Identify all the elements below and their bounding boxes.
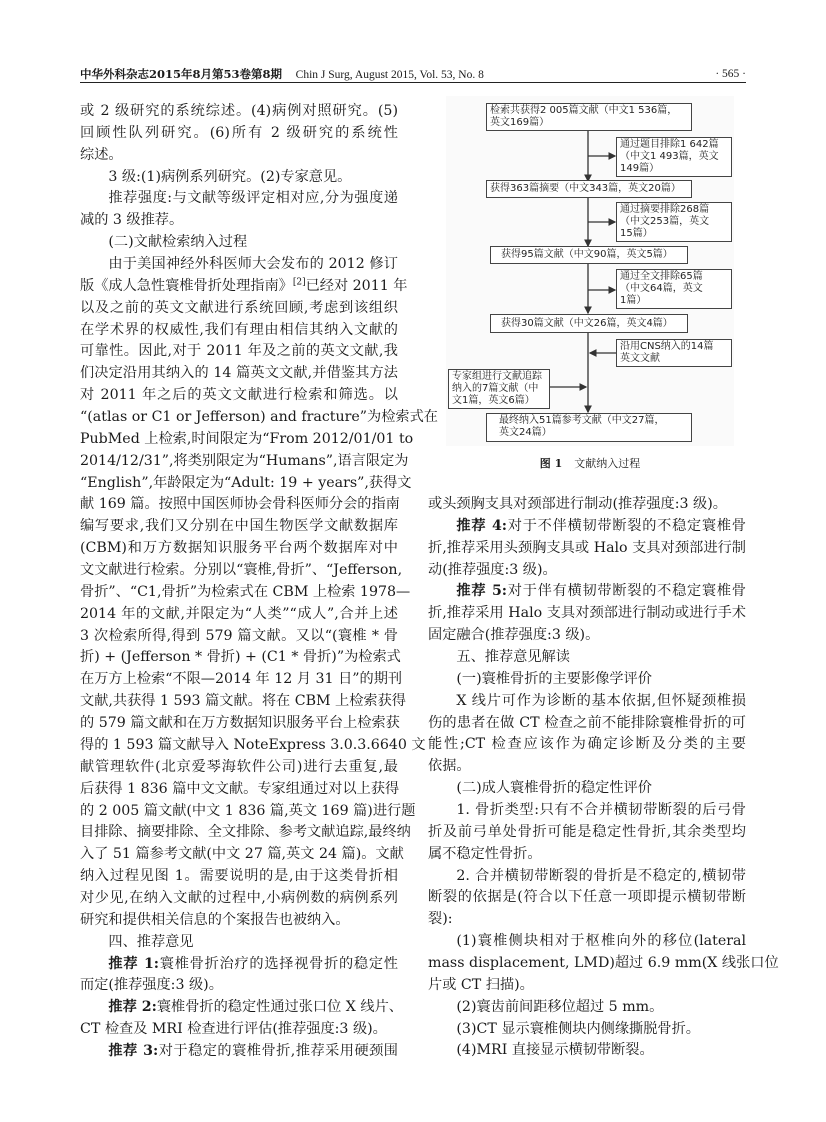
figure-caption [446, 455, 734, 471]
text-line: 片或 CT 扫描)。 [428, 976, 534, 993]
paragraph [428, 494, 746, 516]
figure-label: 图 1 [539, 457, 563, 470]
text-line [80, 1041, 398, 1063]
text-line: 献 169 篇。按照中国医师协会骨科医师分会的指南 [80, 496, 400, 513]
text-line: 或 2 级研究的系统综述。(4)病例对照研究。(5) [80, 103, 398, 119]
flow-box-abstracts: 获得363篇摘要（中文343篇，英文20篇） [486, 180, 692, 198]
citation-ref: [2] [292, 277, 306, 288]
text-line: 以及之前的英文文献进行系统回顾,考虑到该组织 [80, 299, 398, 316]
text-line: 骨折”、“C1,骨折”为检索式在 CBM 上检索 1978— [80, 583, 411, 600]
flow-box-search: 检索共获得2 005篇文献（中文1 536篇， 英文169篇） [486, 103, 692, 131]
paragraph [428, 581, 746, 647]
text-run: 对于稳定的寰椎骨折,推荐采用硬颈围 [158, 1042, 398, 1059]
page-number: · 565 · [715, 68, 746, 80]
flow-box-final: 最终纳入51篇参考文献（中文27篇， 英文24篇） [486, 413, 692, 442]
text-line: 伤的患者在做 CT 检查之前不能排除寰椎骨折的可 [428, 714, 746, 731]
paragraph [428, 866, 746, 932]
text-line: 对 2011 年之后的英文文献进行检索和筛选。以 [80, 387, 398, 404]
text-line: 的 2 005 篇文献(中文 1 836 篇,英文 169 篇)进行题 [80, 802, 416, 819]
text-line: 折) + (Jefferson * 骨折) + (C1 * 骨折)”为检索式 [80, 649, 401, 666]
paragraph [428, 997, 746, 1019]
text-line: 或头颈胸支具对颈部进行制动(推荐强度:3 级)。 [428, 496, 727, 512]
text-line: 们决定沿用其纳入的 14 篇英文文献,并借鉴其方法 [80, 365, 398, 382]
text-line: 2014 年的文献,并限定为“人类”“成人”,合并上述 [80, 605, 398, 622]
text-line: 献管理软件(北京爱琴海软件公司)进行去重复,最 [80, 758, 398, 775]
text-line: X 线片可作为诊断的基本依据,但怀疑颈椎损 [456, 692, 746, 709]
paragraph [80, 101, 398, 167]
right-column [428, 494, 779, 1062]
text-line: 得的 1 593 篇文献导入 NoteExpress 3.0.3.6640 文 [80, 736, 426, 753]
paragraph [80, 232, 398, 254]
recommendation-label: 推荐 4: [456, 517, 508, 534]
left-column [80, 101, 438, 1063]
text-line: 折,推荐采用 Halo 支具对颈部进行制动或进行手术 [428, 605, 746, 622]
recommendation-label: 推荐 1: [108, 955, 160, 972]
text-line: 而定(推荐强度:3 级)。 [80, 977, 223, 994]
text-run: 对于伴有横韧带断裂的不稳定寰椎骨 [507, 583, 746, 600]
paragraph [80, 1041, 398, 1063]
text-line [80, 954, 398, 976]
text-line: 编写要求,我们又分别在中国生物医学文献数据库 [80, 518, 398, 535]
figure-title: 文献纳入过程 [574, 457, 641, 470]
text-line: (二)文献检索纳入过程 [108, 234, 248, 251]
text-line: PubMed 上检索,时间限定为“From 2012/01/01 to [80, 430, 414, 447]
text-line: 能性;CT 检查应该作为确定诊断及分类的主要 [428, 736, 746, 753]
flow-box-included-30: 获得30篇文献（中文26篇，英文4篇） [490, 314, 688, 333]
journal-title-cn: 中华外科杂志2015年8月第53卷第8期 [80, 67, 283, 81]
text-line: 2. 合并横韧带断裂的骨折是不稳定的,横韧带 [456, 867, 746, 884]
paragraph [428, 647, 746, 669]
flow-box-expert-addition: 专家组进行文献追踪 纳入的7篇文献（中 文1篇，英文6篇） [448, 369, 550, 409]
paragraph [80, 997, 403, 1041]
text-line: “English”,年龄限定为“Adult: 19 + years”,获得文 [80, 474, 412, 491]
paragraph [80, 954, 398, 998]
text-run: 已经对 2011 年 [305, 277, 408, 294]
text-line: 折及前弓单处骨折可能是稳定性骨折,其余类型均 [428, 823, 746, 840]
text-line: 推荐强度:与文献等级评定相对应,分为强度递 [108, 190, 398, 207]
text-line: (二)成人寰椎骨折的稳定性评价 [456, 780, 652, 797]
text-line: mass displacement, LMD)超过 6.9 mm(X 线张口位 [428, 955, 779, 972]
paragraph [428, 800, 746, 866]
text-line: 由于美国神经外科医师大会发布的 2012 修订 [108, 256, 398, 273]
text-line [428, 516, 746, 538]
text-line: 入了 51 篇参考文献(中文 27 篇,英文 24 篇)。文献 [80, 846, 404, 863]
text-line: 对少见,在纳入文献的过程中,小病例数的病例系列 [80, 889, 398, 906]
text-line: 的 579 篇文献和在万方数据知识服务平台上检索获 [80, 715, 400, 732]
text-line: 目排除、摘要排除、全文排除、参考文献追踪,最终纳 [80, 824, 411, 841]
text-line: 在学术界的权威性,我们有理由相信其纳入文献的 [80, 321, 398, 338]
text-line [80, 276, 408, 298]
paragraph [80, 254, 438, 932]
paragraph [428, 778, 746, 800]
flow-box-title-exclusion: 通过题目排除1 642篇 （中文1 493篇，英文 149篇） [616, 137, 732, 177]
running-header [80, 66, 746, 83]
text-line: 文献,共获得 1 593 篇文献。将在 CBM 上检索获得 [80, 693, 406, 710]
text-line: 动(推荐强度:3 级)。 [428, 561, 557, 578]
text-run: 寰椎骨折的稳定性通过张口位 X 线片、 [156, 999, 403, 1016]
flow-box-cns-addition: 沿用CNS纳入的14篇 英文文献 [616, 339, 732, 367]
text-line: 2014/12/31”,将类别限定为“Humans”,语言限定为 [80, 452, 409, 469]
text-line: 研究和提供相关信息的个案报告也被纳入。 [80, 911, 350, 928]
text-run: 版《成人急性寰椎骨折处理指南》 [80, 277, 293, 294]
text-line: 文文献进行检索。分别以“寰椎,骨折”、“Jefferson, [80, 562, 403, 579]
text-line: CT 检查及 MRI 检查进行评估(推荐强度:3 级)。 [80, 1021, 387, 1038]
text-line [428, 581, 746, 603]
paragraph [428, 691, 746, 778]
text-line: 属不稳定性骨折。 [428, 845, 542, 862]
text-line: 1. 骨折类型:只有不合并横韧带断裂的后弓骨 [456, 802, 746, 819]
text-run: 寰椎骨折治疗的选择视骨折的稳定性 [159, 955, 398, 972]
paragraph [428, 1040, 746, 1062]
text-line: (3)CT 显示寰椎侧块内侧缘撕脱骨折。 [456, 1020, 700, 1037]
paragraph [80, 932, 398, 954]
text-line: (CBM)和万方数据知识服务平台两个数据库对中 [80, 540, 398, 557]
text-line: 依据。 [428, 758, 471, 775]
text-line: 断裂的依据是(符合以下任意一项即提示横韧带断 [428, 889, 746, 906]
text-line [80, 997, 403, 1019]
paragraph [428, 669, 746, 691]
text-line: (2)寰齿前间距移位超过 5 mm。 [456, 998, 664, 1015]
paragraph [428, 1019, 746, 1041]
flow-box-fulltext-exclusion: 通过全文排除65篇 （中文64篇，英文 1篇） [616, 269, 732, 309]
recommendation-label: 推荐 3: [108, 1042, 159, 1059]
recommendation-label: 推荐 5: [456, 583, 508, 600]
paragraph [80, 167, 398, 189]
text-line: 固定融合(推荐强度:3 级)。 [428, 627, 600, 644]
text-line: 可靠性。因此,对于 2011 年及之前的英文文献,我 [80, 343, 398, 360]
text-line: “(atlas or C1 or Jefferson) and fracture”为检索式在 [80, 409, 438, 426]
paragraph [428, 931, 779, 997]
paragraph [428, 516, 746, 582]
recommendation-label: 推荐 2: [108, 999, 157, 1016]
text-line: 后获得 1 836 篇中文文献。专家组通过对以上获得 [80, 780, 400, 797]
text-line: 在万方上检索“不限—2014 年 12 月 31 日”的期刊 [80, 671, 403, 688]
text-line: 3 级:(1)病例系列研究。(2)专家意见。 [108, 168, 352, 185]
text-line: 裂): [428, 911, 453, 928]
journal-title-en: Chin J Surg, August 2015, Vol. 53, No. 8 [295, 69, 484, 81]
text-line: (1)寰椎侧块相对于枢椎向外的移位(lateral [456, 933, 746, 950]
flowchart-figure [446, 96, 734, 446]
text-line: (一)寰椎骨折的主要影像学评价 [456, 670, 652, 687]
text-line: 纳入过程见图 1。需要说明的是,由于这类骨折相 [80, 868, 398, 885]
text-line: 回顾性队列研究。(6)所有 2 级研究的系统性 [80, 124, 398, 141]
text-run: 对于不伴横韧带断裂的不稳定寰椎骨 [507, 517, 746, 534]
text-line: 减的 3 级推荐。 [80, 212, 184, 229]
text-line: 五、推荐意见解读 [456, 649, 570, 666]
text-line: 折,推荐采用头颈胸支具或 Halo 支具对颈部进行制 [428, 539, 746, 556]
text-line: (4)MRI 直接显示横韧带断裂。 [456, 1042, 654, 1059]
flow-box-fulltext: 获得95篇文献（中文90篇，英文5篇） [490, 246, 688, 264]
text-line: 综述。 [80, 146, 123, 163]
text-line: 四、推荐意见 [108, 933, 194, 950]
paragraph [80, 188, 398, 232]
flow-box-abstract-exclusion: 通过摘要排除268篇 （中文253篇，英文 15篇） [616, 202, 732, 242]
text-line: 3 次检索所得,得到 579 篇文献。又以“(寰椎 * 骨 [80, 627, 398, 644]
